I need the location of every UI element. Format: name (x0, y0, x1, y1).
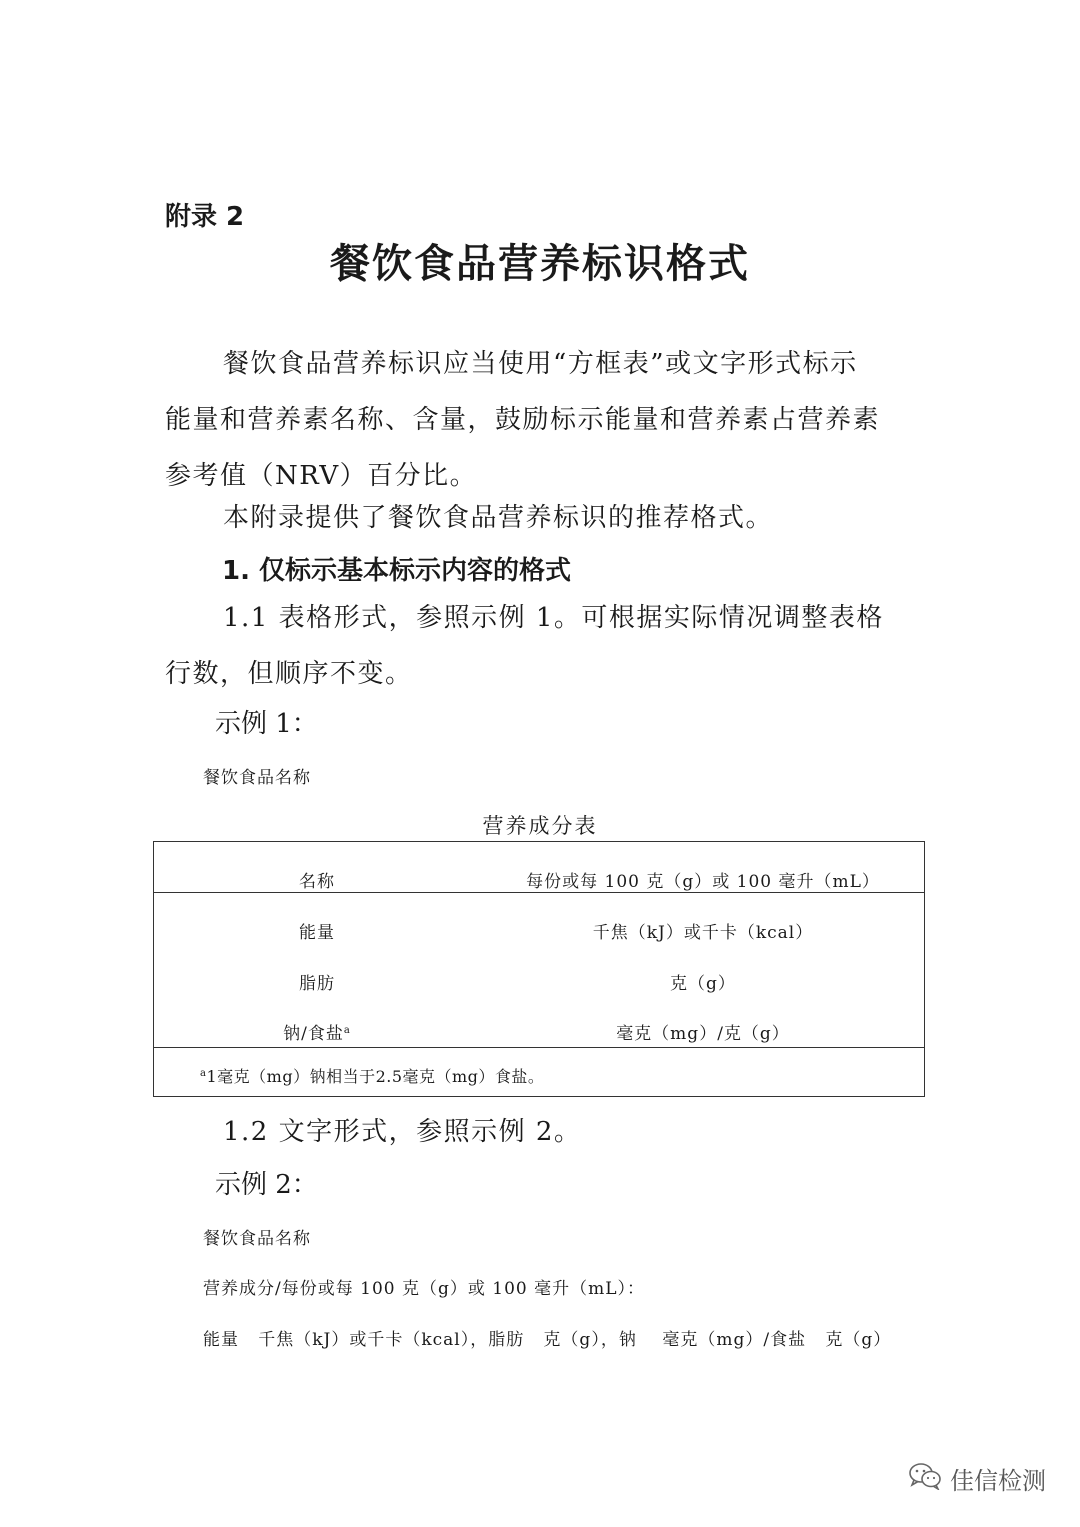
nutrition-table (153, 841, 925, 1097)
section-1-1-line-1: 1.1 表格形式，参照示例 1。可根据实际情况调整表格 (223, 603, 884, 633)
table-row-unit: 千焦（kJ）或千卡（kcal） (592, 923, 814, 943)
table-row-name: 能量 (299, 923, 335, 943)
table-header-unit: 每份或每 100 克（g）或 100 毫升（mL） (526, 872, 880, 892)
watermark (908, 1461, 1046, 1496)
intro-line-1: 餐饮食品营养标识应当使用“方框表”或文字形式标示 (223, 349, 858, 379)
nutrition-table-caption: 营养成分表 (482, 814, 598, 838)
table-row-name: 脂肪 (299, 974, 335, 994)
intro-line-3: 参考值（NRV）百分比。 (165, 461, 478, 491)
table-row-unit: 毫克（mg）/克（g） (616, 1024, 790, 1044)
example-2-per-line: 营养成分/每份或每 100 克（g）或 100 毫升（mL）： (203, 1279, 646, 1299)
table-divider-bottom (154, 1047, 924, 1048)
intro-paragraph (165, 336, 917, 504)
document-title: 餐饮食品营养标识格式 (330, 241, 750, 287)
table-row-unit: 克（g） (670, 974, 736, 994)
appendix-label: 附录 2 (165, 202, 245, 232)
watermark-text: 佳信检测 (950, 1467, 1046, 1495)
section-1-2-paragraph: 1.2 文字形式，参照示例 2。 (223, 1117, 582, 1147)
example-2-food-name: 餐饮食品名称 (203, 1229, 311, 1249)
wechat-icon (908, 1462, 942, 1496)
example-2-label: 示例 2： (215, 1170, 318, 1200)
table-header-name: 名称 (299, 872, 335, 892)
table-row-name: 钠/食盐$^a$ (283, 1024, 351, 1044)
example-1-food-name: 餐饮食品名称 (203, 768, 311, 788)
section-1-1-line-2: 行数，但顺序不变。 (165, 659, 413, 689)
section-1-heading: 1. 仅标示基本标示内容的格式 (222, 556, 572, 586)
footnote-marker: a (343, 1025, 351, 1036)
footnote-marker: a (200, 1068, 207, 1079)
example-1-label: 示例 1： (215, 709, 318, 739)
section-1-1-paragraph (165, 590, 917, 702)
table-footnote: $^a$1毫克（mg）钠相当于2.5毫克（mg）食盐。 (200, 1067, 545, 1086)
recommend-paragraph: 本附录提供了餐饮食品营养标识的推荐格式。 (223, 503, 774, 533)
intro-line-2: 能量和营养素名称、含量，鼓励标示能量和营养素占营养素 (165, 405, 881, 435)
table-divider-top (154, 892, 924, 893)
example-2-content-line: 能量 千焦（kJ）或千卡（kcal），脂肪 克（g），钠 毫克（mg）/食盐 克（g） (203, 1330, 892, 1350)
